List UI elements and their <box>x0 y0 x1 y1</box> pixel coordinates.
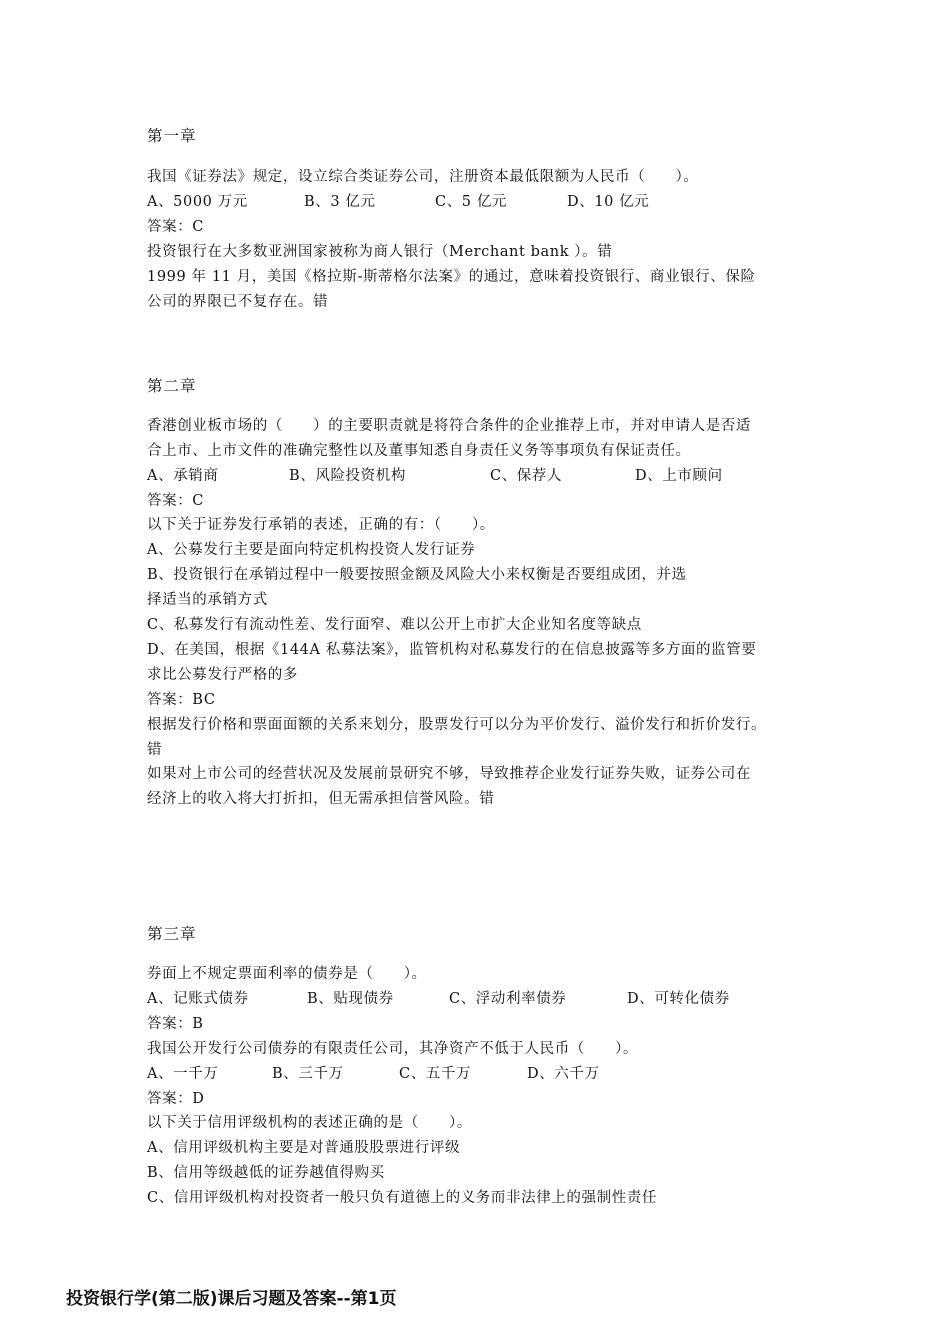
ch3-q3-option-c: C、信用评级机构对投资者一般只负有道德上的义务而非法律上的强制性责任 <box>147 1190 657 1206</box>
page-footer: 投资银行学(第二版)课后习题及答案--第1页 <box>66 1289 397 1309</box>
option-d: D、10 亿元 <box>567 194 650 210</box>
option-b: B、3 亿元 <box>304 194 376 210</box>
ch2-q2-option-b-line-1: B、投资银行在承销过程中一般要按照金额及风险大小来权衡是否要组成团，并选 <box>147 567 687 583</box>
ch3-question-3: 以下关于信用评级机构的表述正确的是（ ）。 <box>147 1115 472 1131</box>
ch3-question-1: 券面上不规定票面利率的债券是（ ）。 <box>147 966 427 982</box>
option-c: C、保荐人 <box>490 468 563 484</box>
option-b: B、三千万 <box>272 1066 344 1082</box>
ch3-q1-answer: 答案：B <box>147 1016 204 1032</box>
option-d: D、上市顾问 <box>635 468 723 484</box>
ch2-question-1-line-2: 合上市、上市文件的准确完整性以及董事知悉自身责任义务等事项负有保证责任。 <box>147 443 691 459</box>
option-b: B、贴现债券 <box>307 991 394 1007</box>
ch2-question-2: 以下关于证券发行承销的表述，正确的有：（ ）。 <box>147 517 495 533</box>
option-c: C、5 亿元 <box>435 194 508 210</box>
ch2-q2-option-c: C、私募发行有流动性差、发行面窄、难以公开上市扩大企业知名度等缺点 <box>147 617 642 633</box>
ch2-q2-option-b-line-2: 择适当的承销方式 <box>147 592 268 608</box>
ch3-q3-option-b: B、信用等级越低的证券越值得购买 <box>147 1165 385 1181</box>
ch2-question-4-line-1: 如果对上市公司的经营状况及发展前景研究不够，导致推荐企业发行证券失败，证券公司在 <box>147 766 751 782</box>
ch2-q1-answer: 答案：C <box>147 493 204 509</box>
ch2-q2-option-d-line-1: D、在美国，根据《144A 私募法案》，监管机构对私募发行的在信息披露等多方面的监管要 <box>147 642 757 658</box>
ch2-question-1-line-1: 香港创业板市场的（ ）的主要职责就是将符合条件的企业推荐上市，并对申请人是否适 <box>147 418 751 434</box>
option-a: A、5000 万元 <box>147 194 248 210</box>
option-a: A、记账式债券 <box>147 991 249 1007</box>
ch2-question-4-line-2: 经济上的收入将大打折扣，但无需承担信誉风险。错 <box>147 791 495 807</box>
ch2-q2-option-d-line-2: 求比公募发行严格的多 <box>147 667 298 683</box>
ch1-question-2: 投资银行在大多数亚洲国家被称为商人银行（Merchant bank ）。错 <box>147 244 613 260</box>
ch3-q1-options <box>147 989 847 1009</box>
ch3-q2-options <box>147 1064 847 1084</box>
chapter-1-title: 第一章 <box>147 127 197 145</box>
ch2-question-3-line-1: 根据发行价格和票面面额的关系来划分，股票发行可以分为平价发行、溢价发行和折价发行。 <box>147 717 767 733</box>
ch3-question-2: 我国公开发行公司债券的有限责任公司，其净资产不低于人民币（ ）。 <box>147 1041 639 1057</box>
option-d: D、可转化债券 <box>627 991 730 1007</box>
ch1-q1-answer: 答案：C <box>147 219 204 235</box>
option-a: A、一千万 <box>147 1066 219 1082</box>
ch2-q2-answer: 答案：BC <box>147 692 216 708</box>
option-c: C、五千万 <box>399 1066 472 1082</box>
ch1-question-3-line-2: 公司的界限已不复存在。错 <box>147 294 329 310</box>
option-d: D、六千万 <box>527 1066 600 1082</box>
ch3-q2-answer: 答案：D <box>147 1091 205 1107</box>
option-b: B、风险投资机构 <box>289 468 406 484</box>
ch1-question-3-line-1: 1999 年 11 月，美国《格拉斯-斯蒂格尔法案》的通过，意味着投资银行、商业银行、保险 <box>147 269 756 285</box>
ch2-question-3-line-2: 错 <box>147 742 163 758</box>
ch1-q1-options <box>147 192 847 212</box>
chapter-2-title: 第二章 <box>147 377 197 395</box>
ch2-q1-options <box>147 466 847 486</box>
ch3-q3-option-a: A、信用评级机构主要是对普通股股票进行评级 <box>147 1140 461 1156</box>
ch1-question-1: 我国《证券法》规定，设立综合类证券公司，注册资本最低限额为人民币（ ）。 <box>147 169 699 185</box>
ch2-q2-option-a: A、公募发行主要是面向特定机构投资人发行证券 <box>147 542 476 558</box>
chapter-3-title: 第三章 <box>147 925 197 943</box>
option-a: A、承销商 <box>147 468 219 484</box>
option-c: C、浮动利率债券 <box>449 991 567 1007</box>
